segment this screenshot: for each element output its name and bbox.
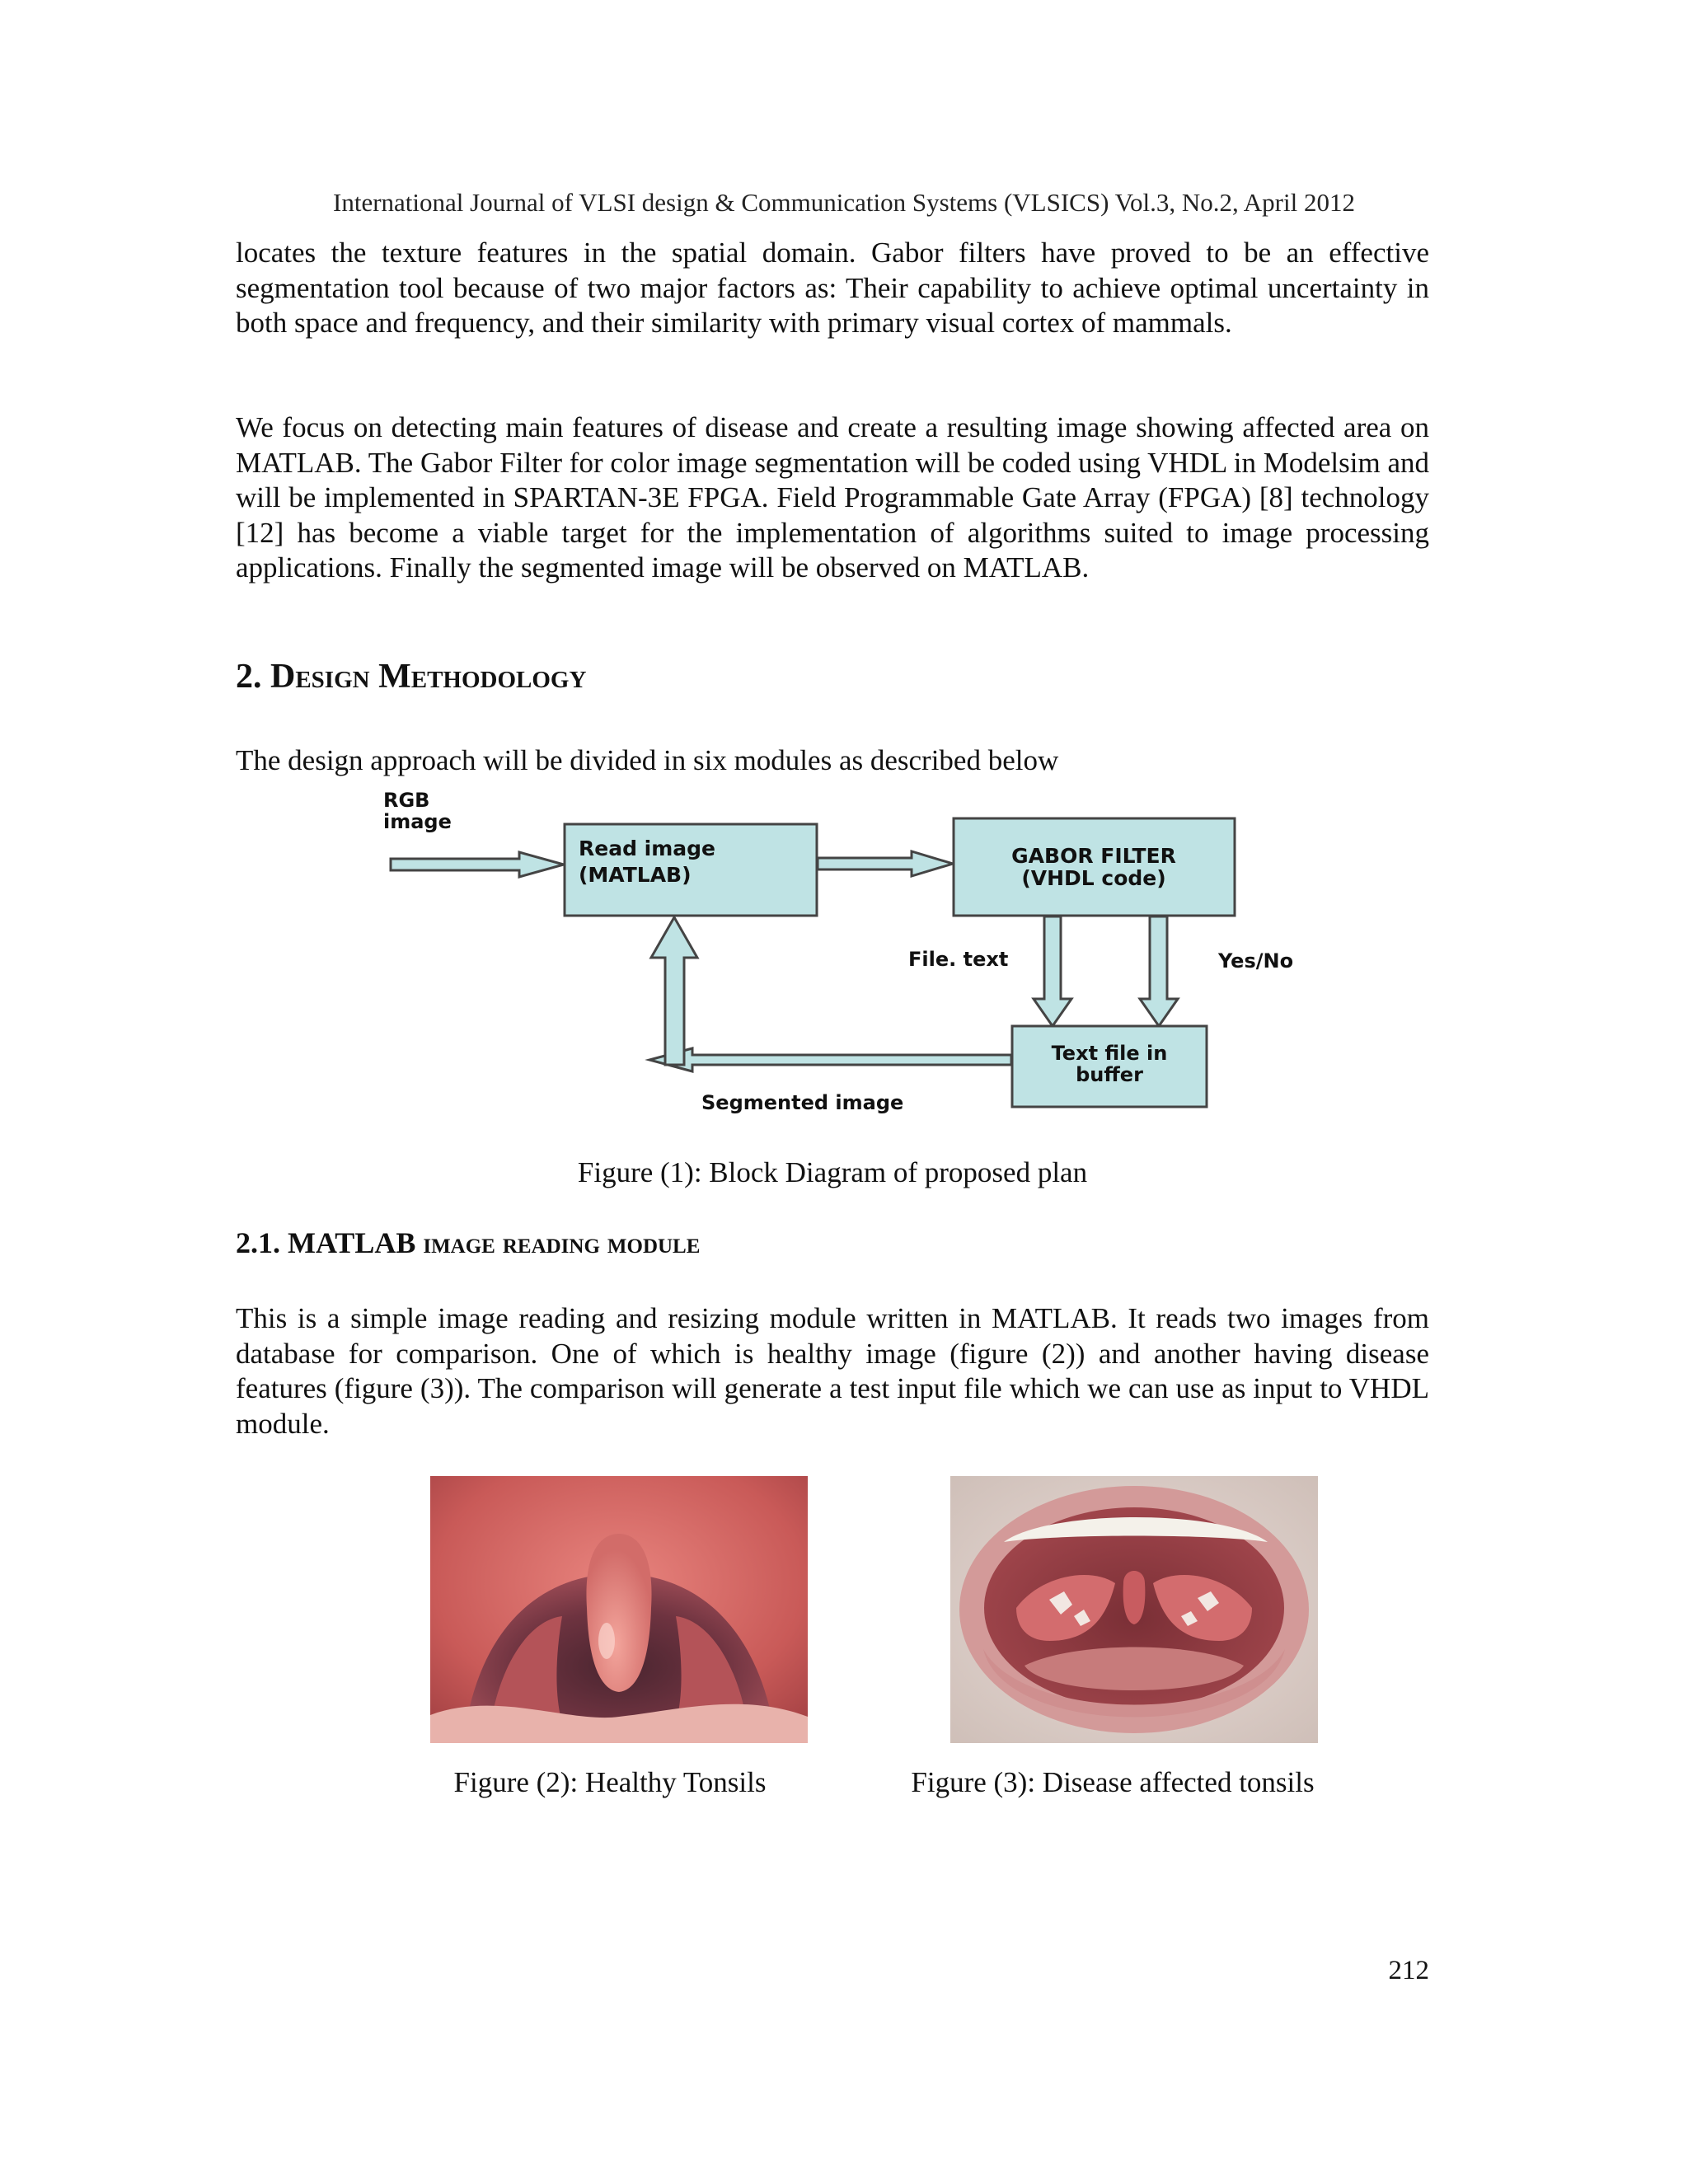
input-arrow [391, 852, 564, 877]
subsection-lead: MATLAB [288, 1226, 416, 1259]
section-number: 2. [236, 658, 262, 696]
read-image-line1: Read image [579, 837, 716, 860]
paragraph-matlab-module: This is a simple image reading and resizing module written in MATLAB. It reads two images from database for comparison. One of which is healthy image (figure (2)) and another having disease features (figure (3)). The comparison will generate a test input file which we can use as input to VHDL module. [236, 1302, 1429, 1440]
rgb-label-line1: RGB [383, 789, 430, 812]
rgb-label-line2: image [383, 810, 452, 833]
gabor-filter-line1: GABOR FILTER [1011, 844, 1176, 868]
segmented-image-label: Segmented image [701, 1091, 904, 1114]
gabor-filter-line2: (VHDL code) [1021, 866, 1166, 890]
file-text-arrow [1034, 916, 1071, 1026]
yes-no-arrow [1140, 916, 1178, 1026]
disease-tonsils-photo [950, 1476, 1318, 1743]
running-header: International Journal of VLSI design & Communication Systems (VLSICS) Vol.3, No.2, April 2012 [333, 188, 1355, 217]
section-title: Design Methodology [270, 658, 587, 696]
read-to-gabor-arrow [818, 851, 953, 876]
paragraph-gabor-intro: locates the texture features in the spatial domain. Gabor filters have proved to be an effective segmentation tool because of two major factors as: Their capability to achieve optimal uncertainty in both space and frequency, and their similarity with primary visual cortex of mammals. [236, 237, 1429, 339]
read-image-line2: (MATLAB) [579, 863, 692, 887]
subsection-title: image reading module [423, 1226, 701, 1259]
subsection-heading-matlab-module [236, 1226, 700, 1260]
figure2-caption: Figure (2): Healthy Tonsils [453, 1766, 767, 1798]
text-buffer-line2: buffer [1076, 1063, 1143, 1086]
file-text-label: File. text [908, 948, 1009, 971]
yes-no-label: Yes/No [1218, 949, 1294, 972]
block-diagram [330, 783, 1352, 1129]
page-number: 212 [1388, 1956, 1429, 1985]
feedback-up-arrow [651, 917, 697, 1065]
figure3-caption: Figure (3): Disease affected tonsils [911, 1766, 1315, 1798]
paragraph-focus: We focus on detecting main features of disease and create a resulting image showing affected area on MATLAB. The Gabor Filter for color image segmentation will be coded using VHDL in Modelsim and will be implemented in SPARTAN-3E FPGA. Field Programmable Gate Array (FPGA) [8] technology [12] has become a viable target for the implementation of algorithms suited to image processing applications. Finally the segmented image will be observed on MATLAB. [236, 411, 1429, 583]
healthy-tonsils-photo [430, 1476, 808, 1743]
subsection-number: 2.1. [236, 1226, 280, 1259]
figure1-caption: Figure (1): Block Diagram of proposed plan [577, 1156, 1088, 1188]
segmented-image-arrow [649, 1048, 1011, 1071]
paragraph-design-approach: The design approach will be divided in six modules as described below [236, 744, 1059, 776]
section-heading-design-methodology [236, 657, 586, 696]
text-buffer-line1: Text file in [1051, 1042, 1168, 1065]
